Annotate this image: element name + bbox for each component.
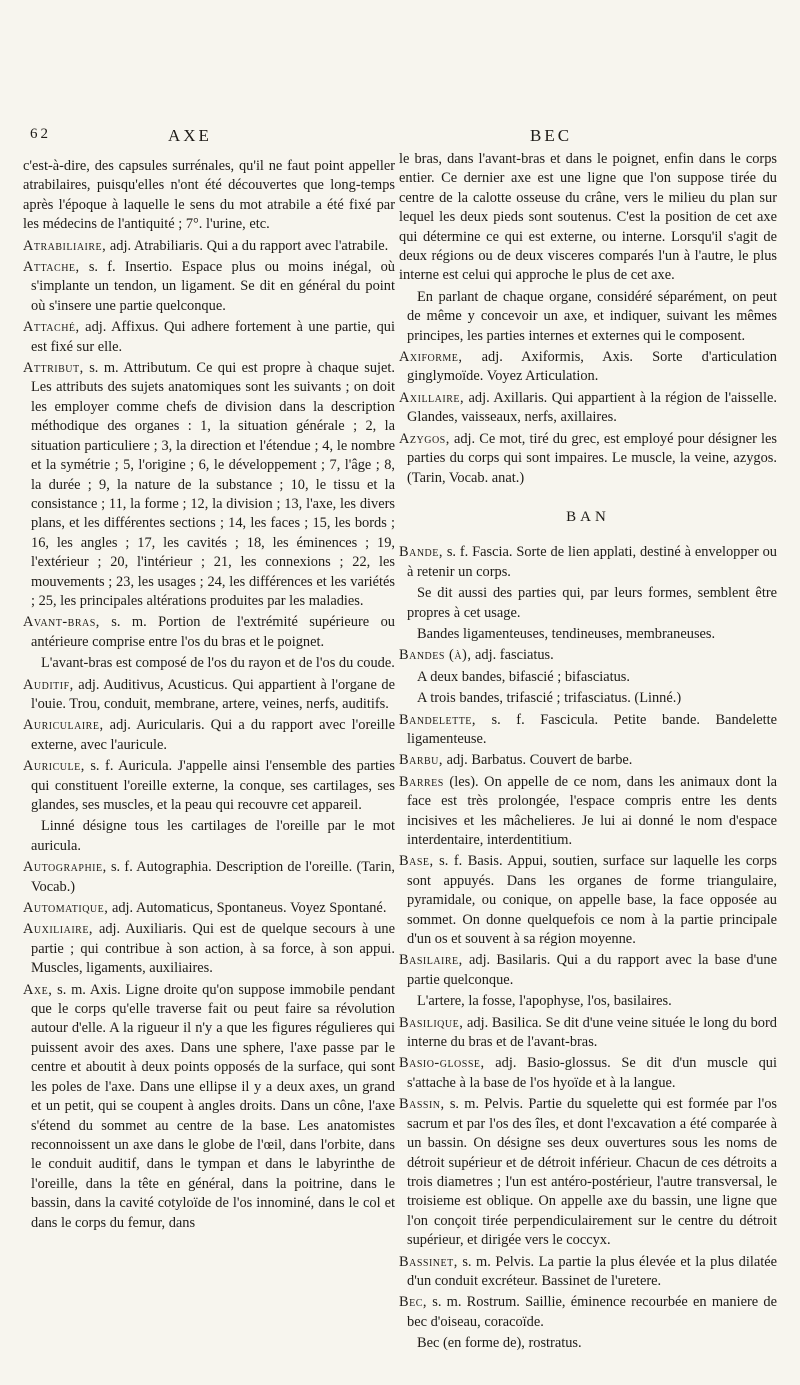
definition: adj. fasciatus.	[471, 647, 554, 664]
entry-paragraph: L'avant-bras est composé de l'os du rayon et de l'os du coude.	[41, 655, 395, 672]
definition: (les). On appelle de ce nom, dans les animaux dont la face est très prolongée, l'espace compris entre les dents incisives et les mâchelieres. Je lui ai donné le nom d'espace interdentaire, interdentitium.	[407, 773, 777, 848]
entry-auriculaire	[23, 716, 395, 755]
entry-bassinet	[399, 1253, 777, 1292]
headword: Automatique,	[23, 900, 109, 917]
definition: adj. Basilaris. Qui a du rapport avec la base d'une partie quelconque.	[407, 952, 777, 988]
headword: Atrabiliaire,	[23, 237, 107, 254]
headword: Bassinet,	[399, 1253, 458, 1270]
definition: adj. Auxiliaris. Qui est de quelque secours à une partie ; qui contribue à son action, à sa force, à son appui. Muscles, ligaments, auxiliaires.	[31, 921, 395, 977]
definition: adj. Basilica. Se dit d'une veine située le long du bord interne du bras et de l'avant-bras.	[407, 1014, 777, 1051]
entry-paragraph: Bandes ligamenteuses, tendineuses, membraneuses.	[417, 625, 716, 642]
headword: Bande,	[399, 544, 443, 561]
definition: adj. Automaticus, Spontaneus. Voyez Spontané.	[108, 900, 387, 917]
entry-paragraph: Linné désigne tous les cartilages de l'oreille par le mot auricula.	[31, 818, 395, 854]
entry-axillaire	[399, 389, 777, 428]
headword: Autographie,	[23, 859, 107, 876]
definition: adj. Affixus. Qui adhere fortement à une partie, qui est fixé sur elle.	[31, 319, 395, 355]
entry-automatique	[23, 899, 395, 918]
headword: Bassin,	[399, 1096, 445, 1113]
entry-bandelette	[399, 711, 777, 750]
entry-paragraph: A trois bandes, trifascié ; trifasciatus. (Linné.)	[417, 690, 682, 707]
definition: adj. Auricularis. Qui a du rapport avec l'oreille externe, avec l'auricule.	[31, 717, 395, 753]
headword: Basilique,	[399, 1014, 464, 1031]
running-header-right: BEC	[530, 126, 573, 145]
definition: s. f. Autographia. Description de l'oreille. (Tarin, Vocab.)	[31, 859, 395, 895]
definition: s. m. Pelvis. Partie du squelette qui est formée par l'os sacrum et par l'os des îles, et dont l'excavation a été comparée à un bassin. On désigne ses deux ouvertures sous les noms de détroit supérieur et de détroit inférieur. Chacun de ces détroits a trois diametres ; l'un est antéro-postérieur, l'autre transversal, le troisieme est oblique. On appelle axe du bassin, une ligne que l'on conçoit tirée perpendiculairement sur le centre du détroit supérieur, et dirigée vers le coccyx.	[407, 1096, 777, 1249]
headword: Bandelette,	[399, 711, 477, 728]
definition: s. m. Attributum. Ce qui est propre à chaque sujet. Les attributs des sujets anatomiques sont les suivants ; on doit les employer comme chefs de division dans la description méthodique des organes : 1, la situation générale ; 2, la situation particuliere ; 3, la direction et l'étendue ; 4, le nombre et la symétrie ; 5, l'origine ; 6, le développement ; 7, l'âge ; 8, la durée ; 9, la nature de la substance ; 10, le tissu et la consistance ; 11, la forme ; 12, la division ; 13, l'axe, les divers plans, et les différentes sections ; 14, les faces ; 15, les bords ; 16, les angles ; 17, les cavités ; 18, les éminences ; 19, l'extérieur ; 20, l'intérieur ; 21, les connexions ; 22, les mouvements ; 23, les usages ; 24, les différences et les variétés ; 25, les principales altérations produites par les maladies.	[31, 360, 395, 609]
headword: Barres	[399, 773, 444, 790]
headword: Avant-bras,	[23, 614, 100, 631]
entry-paragraph: Se dit aussi des parties qui, par leurs formes, semblent être propres à cet usage.	[407, 585, 777, 621]
entry-basio-glosse	[399, 1054, 777, 1093]
continuation-text: le bras, dans l'avant-bras et dans le poignet, enfin dans le corps entier. Ce dernier axe est une ligne que l'on suppose tirée du centre de la calotte osseuse du crâne, vers le milieu du plan sur lequel les deux pieds sont soutenus. C'est la position de cet axe qui détermine ce qui est externe, ou interne. Lorsqu'il s'agit de deux régions ou de deux visceres comparés l'un à l'autre, le plus interne est celui qui approche le plus de cet axe.	[399, 151, 777, 284]
entry-paragraph: Bec (en forme de), rostratus.	[417, 1335, 582, 1352]
headword: Basio-glosse,	[399, 1055, 485, 1072]
entry-auricule	[23, 757, 395, 815]
entry-base	[399, 852, 777, 949]
headword: Attaché,	[23, 319, 80, 336]
entry-azygos	[399, 430, 777, 488]
entry-barres	[399, 773, 777, 851]
entry-avant-bras	[23, 613, 395, 652]
entry-paragraph: L'artere, la fosse, l'apophyse, l'os, basilaires.	[417, 993, 672, 1010]
headword: Auriculaire,	[23, 717, 104, 734]
definition: adj. Axiformis, Axis. Sorte d'articulation ginglymoïde. Voyez Articulation.	[407, 349, 777, 385]
headword: Axillaire,	[399, 389, 465, 406]
entry-bec	[399, 1293, 777, 1332]
headword: Auricule,	[23, 758, 85, 775]
entry-auditif	[23, 676, 395, 715]
entry-barbu	[399, 751, 777, 770]
headword: Attache,	[23, 259, 80, 276]
continuation-text: c'est-à-dire, des capsules surrénales, qu'il ne faut point appeller atrabilaires, puisqu'elles n'ont été découvertes que long-temps après l'époque à laquelle le sens du mot atrabile a été fixé par les médecins de l'antiquité ; 7°. l'urine, etc.	[23, 158, 395, 233]
entry-basilaire	[399, 951, 777, 990]
entry-bandes	[399, 646, 777, 665]
headword: Axiforme,	[399, 349, 463, 366]
headword: Basilaire,	[399, 952, 463, 969]
definition: s. m. Rostrum. Saillie, éminence recourbée en maniere de bec d'oiseau, coracoïde.	[407, 1294, 777, 1330]
entry-axe	[23, 981, 395, 1233]
left-column	[23, 157, 395, 1235]
section-heading: BAN	[566, 508, 610, 525]
entry-basilique	[399, 1014, 777, 1053]
running-header-left: AXE	[168, 126, 212, 145]
headword: Bandes (à),	[399, 647, 472, 664]
entry-attache-adj	[23, 318, 395, 357]
definition: adj. Barbatus. Couvert de barbe.	[442, 752, 633, 769]
entry-bassin	[399, 1095, 777, 1250]
entry-bande	[399, 543, 777, 582]
headword: Base,	[399, 853, 434, 870]
headword: Azygos,	[399, 430, 450, 447]
entry-atrabiliaire	[23, 237, 395, 256]
headword: Barbu,	[399, 752, 443, 769]
definition: adj. Basio-glossus. Se dit d'un muscle qui s'attache à la base de l'os hyoïde et à la langue.	[407, 1055, 777, 1091]
headword: Auxiliaire,	[23, 921, 94, 938]
definition: s. f. Fascicula. Petite bande. Bandelette ligamenteuse.	[407, 711, 777, 747]
headword: Attribut,	[23, 360, 84, 377]
entry-auxiliaire	[23, 920, 395, 978]
definition: s. m. Pelvis. La partie la plus élevée et la plus dilatée d'un conduit excréteur. Bassinet de l'uretere.	[407, 1253, 777, 1289]
entry-axiforme	[399, 348, 777, 387]
page-number: 62	[30, 126, 51, 142]
definition: s. f. Fascia. Sorte de lien applati, destiné à envelopper ou à retenir un corps.	[407, 544, 777, 580]
definition: s. f. Auricula. J'appelle ainsi l'ensemble des parties qui constituent l'oreille externe, la conque, ses cartilages, ses glandes, ses muscles, et la peau qui recouvre cet appareil.	[31, 758, 395, 813]
definition: adj. Atrabiliaris. Qui a du rapport avec l'atrabile.	[106, 237, 389, 254]
headword: Axe,	[23, 981, 53, 998]
entry-attache	[23, 258, 395, 316]
headword: Bec,	[399, 1294, 427, 1311]
definition: s. f. Basis. Appui, soutien, surface sur laquelle les corps sont appuyés. Dans les organes de forme triangulaire, pyramidale, ou conique, on appelle base, la face opposée au sommet. On donne quelquefois ce nom à la partie principale d'un os et souvent à sa région moyenne.	[407, 853, 777, 948]
headword: Auditif,	[23, 676, 74, 693]
definition: adj. Ce mot, tiré du grec, est employé pour désigner les parties du corps qui sont impaires. Le muscle, la veine, azygos. (Tarin, Vocab. anat.)	[407, 430, 777, 486]
definition: adj. Axillaris. Qui appartient à la région de l'aisselle. Glandes, vaisseaux, nerfs, axillaires.	[407, 389, 777, 426]
definition: adj. Auditivus, Acusticus. Qui appartient à l'organe de l'ouie. Trou, conduit, membrane, artere, veines, nerfs, auditifs.	[31, 676, 395, 712]
entry-paragraph: A deux bandes, bifascié ; bifasciatus.	[417, 668, 630, 685]
entry-paragraph: En parlant de chaque organe, considéré séparément, on peut de même y concevoir un axe, et indiquer, suivant les mêmes principes, les parties internes et externes qui le composent.	[407, 288, 777, 344]
definition: s. m. Portion de l'extrémité supérieure ou antérieure comprise entre l'os du bras et le poignet.	[31, 614, 395, 650]
right-column	[399, 150, 777, 1356]
entry-autographie	[23, 858, 395, 897]
definition: s. m. Axis. Ligne droite qu'on suppose immobile pendant que le corps qu'elle traverse fait ou peut faire sa révolution autour d'elle. A la rigueur il n'y a que les figures régulieres qui puissent avoir des axes. Dans une sphere, l'axe passe par le centre et aboutit à deux points opposés de la surface, qui sont les poles de l'axe. Dans une ellipse il y a deux axes, un grand et un petit, qui se coupent à angles droits. Dans un cône, l'axe s'étend du sommet au centre de la base. Les anatomistes reconnoissent un axe dans le globe de l'œil, dans l'orbite, dans le conduit auditif, dans le tympan et dans le labyrinthe de l'oreille, dans la tête en général, dans la poitrine, dans le bassin, dans la cavité cotyloïde de l'os innominé, dans le col et dans le corps du femur, dans	[31, 981, 395, 1231]
entry-attribut	[23, 359, 395, 611]
definition: s. f. Insertio. Espace plus ou moins inégal, où s'implante un tendon, un ligament. Se dit en général du point où s'insere une partie quelconque.	[31, 259, 395, 314]
